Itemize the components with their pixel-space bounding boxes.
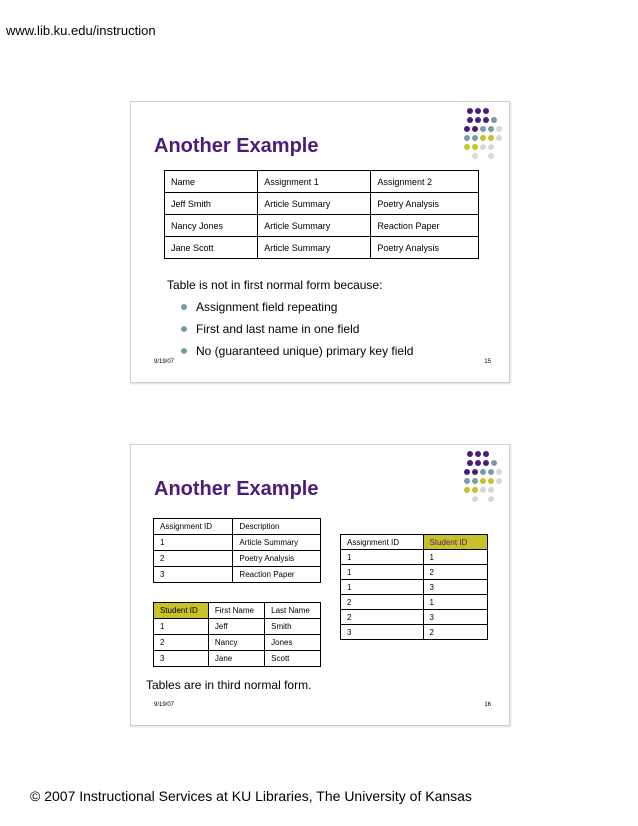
decorative-dot <box>488 487 494 493</box>
table-cell: 2 <box>423 565 487 580</box>
table-row <box>341 595 488 610</box>
decorative-dot <box>464 469 470 475</box>
table-cell: 1 <box>423 595 487 610</box>
table-cell: Jane <box>208 651 264 667</box>
decorative-dot <box>467 108 473 114</box>
table-row <box>154 551 321 567</box>
table-cell: 1 <box>423 550 487 565</box>
table-cell: 3 <box>341 625 424 640</box>
first-normal-form-table <box>164 170 479 259</box>
table-row <box>154 535 321 551</box>
decorative-dot <box>480 126 486 132</box>
table-row <box>341 550 488 565</box>
dot-grid-decoration <box>464 108 510 164</box>
students-table <box>153 602 321 667</box>
table-cell: Poetry Analysis <box>371 237 479 259</box>
decorative-dot <box>464 126 470 132</box>
table-cell: 2 <box>423 625 487 640</box>
table-cell: 3 <box>423 610 487 625</box>
table-header-cell: Assignment 1 <box>258 171 371 193</box>
bullet-text: No (guaranteed unique) primary key field <box>196 344 414 358</box>
assignments-table <box>153 518 321 583</box>
decorative-dot <box>464 487 470 493</box>
slide-title: Another Example <box>154 135 319 157</box>
table-cell: Article Summary <box>258 215 371 237</box>
table-cell: 3 <box>154 651 209 667</box>
decorative-dot <box>467 460 473 466</box>
decorative-dot <box>491 460 497 466</box>
table-cell: 2 <box>341 595 424 610</box>
decorative-dot <box>488 478 494 484</box>
decorative-dot <box>464 144 470 150</box>
decorative-dot <box>496 478 502 484</box>
bullet-icon <box>181 304 187 310</box>
table-row <box>341 580 488 595</box>
header-url: www.lib.ku.edu/instruction <box>6 23 156 38</box>
decorative-dot <box>472 126 478 132</box>
table-header-cell: Assignment ID <box>341 535 424 550</box>
table-cell: 1 <box>341 565 424 580</box>
slide-number: 16 <box>484 702 491 708</box>
table-row <box>154 619 321 635</box>
decorative-dot <box>472 153 478 159</box>
bullet-text: Assignment field repeating <box>196 300 338 314</box>
slide-note: Table is not in first normal form because: <box>167 278 383 292</box>
decorative-dot <box>491 117 497 123</box>
table-header-cell: Student ID <box>423 535 487 550</box>
decorative-dot <box>475 117 481 123</box>
table-cell: 2 <box>154 635 209 651</box>
table-cell: Jane Scott <box>165 237 258 259</box>
decorative-dot <box>488 469 494 475</box>
decorative-dot <box>480 478 486 484</box>
bullet-text: First and last name in one field <box>196 322 360 336</box>
bullet-list <box>181 296 413 362</box>
slide-16 <box>130 444 510 726</box>
decorative-dot <box>475 451 481 457</box>
table-cell: 1 <box>341 550 424 565</box>
decorative-dot <box>475 460 481 466</box>
slide-date: 9/19/07 <box>154 359 175 365</box>
decorative-dot <box>480 487 486 493</box>
table-cell: Article Summary <box>233 535 321 551</box>
decorative-dot <box>472 469 478 475</box>
decorative-dot <box>464 135 470 141</box>
slide-15 <box>130 101 510 383</box>
decorative-dot <box>480 469 486 475</box>
table-row <box>165 215 479 237</box>
table-cell: 1 <box>154 619 209 635</box>
decorative-dot <box>464 478 470 484</box>
table-row <box>154 651 321 667</box>
table-cell: 1 <box>154 535 233 551</box>
bullet-icon <box>181 348 187 354</box>
table-cell: Nancy <box>208 635 264 651</box>
table-header-cell: Last Name <box>265 603 321 619</box>
table-cell: Jeff <box>208 619 264 635</box>
table-header-cell: First Name <box>208 603 264 619</box>
decorative-dot <box>480 135 486 141</box>
table-cell: Article Summary <box>258 237 371 259</box>
table-cell: Reaction Paper <box>233 567 321 583</box>
slide-date: 9/19/07 <box>154 702 175 708</box>
table-header-cell: Description <box>233 519 321 535</box>
table-cell: 2 <box>154 551 233 567</box>
decorative-dot <box>483 117 489 123</box>
table-cell: Jeff Smith <box>165 193 258 215</box>
table-row <box>165 193 479 215</box>
slide-title: Another Example <box>154 478 319 500</box>
table-cell: Article Summary <box>258 193 371 215</box>
slide-note: Tables are in third normal form. <box>146 678 312 692</box>
decorative-dot <box>467 451 473 457</box>
table-cell: Nancy Jones <box>165 215 258 237</box>
decorative-dot <box>488 126 494 132</box>
table-cell: 3 <box>154 567 233 583</box>
decorative-dot <box>480 144 486 150</box>
table-cell: 3 <box>423 580 487 595</box>
decorative-dot <box>483 460 489 466</box>
decorative-dot <box>472 478 478 484</box>
table-header-cell: Assignment 2 <box>371 171 479 193</box>
table-row <box>341 535 488 550</box>
decorative-dot <box>488 496 494 502</box>
footer-copyright: © 2007 Instructional Services at KU Libraries, The University of Kansas <box>30 788 472 804</box>
decorative-dot <box>483 108 489 114</box>
table-header-cell: Assignment ID <box>154 519 233 535</box>
slide-number: 15 <box>484 359 491 365</box>
bullet-item <box>181 296 413 318</box>
decorative-dot <box>488 153 494 159</box>
dot-grid-decoration <box>464 451 510 507</box>
table-row <box>165 171 479 193</box>
decorative-dot <box>472 496 478 502</box>
decorative-dot <box>488 135 494 141</box>
table-row <box>341 625 488 640</box>
table-row <box>165 237 479 259</box>
decorative-dot <box>472 487 478 493</box>
decorative-dot <box>496 135 502 141</box>
decorative-dot <box>488 144 494 150</box>
bullet-item <box>181 318 413 340</box>
decorative-dot <box>472 144 478 150</box>
table-row <box>341 565 488 580</box>
table-cell: Reaction Paper <box>371 215 479 237</box>
assignment-student-link-table <box>340 534 488 640</box>
decorative-dot <box>472 135 478 141</box>
table-cell: Scott <box>265 651 321 667</box>
decorative-dot <box>496 126 502 132</box>
table-cell: 2 <box>341 610 424 625</box>
decorative-dot <box>496 469 502 475</box>
table-row <box>154 567 321 583</box>
table-row <box>154 519 321 535</box>
table-row <box>341 610 488 625</box>
table-cell: Poetry Analysis <box>233 551 321 567</box>
table-cell: 1 <box>341 580 424 595</box>
table-cell: Poetry Analysis <box>371 193 479 215</box>
table-cell: Smith <box>265 619 321 635</box>
table-row <box>154 635 321 651</box>
table-cell: Jones <box>265 635 321 651</box>
decorative-dot <box>475 108 481 114</box>
bullet-item <box>181 340 413 362</box>
decorative-dot <box>467 117 473 123</box>
decorative-dot <box>483 451 489 457</box>
table-header-cell: Student ID <box>154 603 209 619</box>
table-header-cell: Name <box>165 171 258 193</box>
bullet-icon <box>181 326 187 332</box>
table-row <box>154 603 321 619</box>
